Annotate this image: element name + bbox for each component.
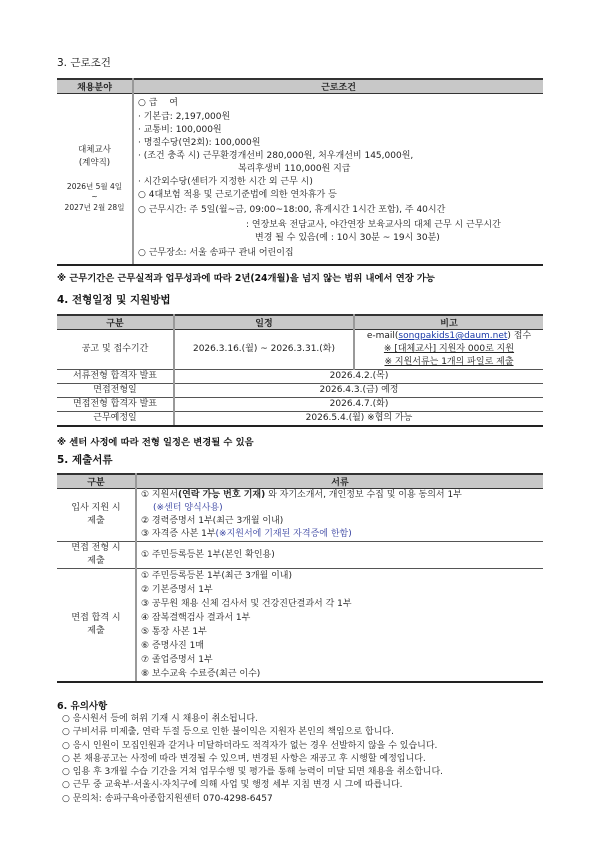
header-category: 구분 bbox=[57, 474, 136, 489]
doc-item: ② 경력증명서 1부(최근 3개월 이내) bbox=[141, 516, 284, 526]
section-3-note: ※ 근무기간은 근무실적과 업무성과에 따라 2년(24개월)을 넘지 않는 범위 내에서 연장 가능 bbox=[57, 273, 435, 284]
pass-label bbox=[57, 569, 136, 683]
row-schedule: 2026.3.16.(월) ~ 2026.3.31.(화) bbox=[174, 330, 354, 370]
insurance: ○ 4대보험 적용 및 근로기준법에 의한 연차휴가 등 bbox=[138, 190, 337, 200]
header-schedule: 일정 bbox=[174, 315, 354, 330]
row-label: 면접전형 합격자 발표 bbox=[57, 398, 174, 412]
row-label: 면접전형일 bbox=[57, 384, 174, 398]
apply-label bbox=[57, 489, 136, 542]
notice-item: ○ 본 채용공고는 사정에 따라 변경될 수 있으며, 변경된 사항은 재공고 후 시행할 예정입니다. bbox=[62, 753, 426, 764]
hours-note: 변경 될 수 있음(예 : 10시 30분 ~ 19시 30분) bbox=[255, 233, 440, 243]
notice-item: ○ 문의처: 송파구육아종합지원센터 070-4298-6457 bbox=[62, 793, 273, 804]
salary-item: · 명절수당(연2회): 100,000원 bbox=[138, 138, 261, 148]
row-label: 공고 및 접수기간 bbox=[57, 330, 174, 370]
doc-text: ① 지원서 bbox=[141, 490, 179, 500]
doc-text: 와 자기소개서, 개인정보 수집 및 이용 동의서 1부 bbox=[265, 490, 462, 500]
notice-item: ○ 응시원서 등에 허위 기재 시 채용이 취소됩니다. bbox=[62, 714, 258, 724]
hours-note: : 연장보육 전담교사, 야간연장 보육교사의 대체 근무 시 근무시간 bbox=[246, 220, 501, 230]
remarks-cell bbox=[354, 330, 543, 370]
conditions-cell bbox=[133, 94, 543, 266]
row-schedule: 2026.4.7.(화) bbox=[174, 398, 543, 412]
doc-text: ③ 자격증 사본 1부 bbox=[141, 529, 216, 539]
header-field: 채용분야 bbox=[57, 79, 133, 94]
header-documents: 서류 bbox=[136, 474, 543, 489]
label-line: 제출 bbox=[87, 516, 105, 526]
header-conditions: 근로조건 bbox=[133, 79, 543, 94]
row-schedule: 2026.4.2.(목) bbox=[174, 370, 543, 384]
contract-type: (계약직) bbox=[78, 158, 111, 168]
doc-item: ③ 공무원 채용 신체 검사서 및 건강진단결과서 각 1부 bbox=[141, 599, 352, 609]
header-remarks: 비고 bbox=[354, 315, 543, 330]
salary-item: · 시간외수당(센터가 지정한 시간 외 근무 시) bbox=[138, 177, 313, 187]
notice-item: ○ 임용 후 3개월 수습 기간을 거쳐 업무수행 및 평가를 통해 능력이 미달 되면 채용을 취소합니다. bbox=[62, 767, 444, 778]
salary-item: · 기본급: 2,197,000원 bbox=[138, 112, 231, 122]
notice-item: ○ 근무 중 교육부·서울시·자치구에 의해 사업 및 행정 세부 지침 변경 시 그에 따릅니다. bbox=[62, 780, 403, 791]
label-line: 면접 전형 시 bbox=[71, 543, 121, 553]
row-schedule: 2026.5.4.(월) ※협의 가능 bbox=[174, 412, 543, 427]
doc-item: ⑤ 통장 사본 1부 bbox=[141, 627, 207, 637]
work-location: ○ 근무장소: 서울 송파구 관내 어린이집 bbox=[138, 248, 294, 258]
header-category: 구분 bbox=[57, 315, 174, 330]
doc-item: ⑧ 보수교육 수료증(최근 이수) bbox=[141, 669, 261, 679]
doc-note: (※지원서에 기재된 자격증에 한함) bbox=[215, 529, 352, 539]
doc-note: (※센터 양식사용) bbox=[153, 503, 223, 513]
salary-heading: ○ 급 여 bbox=[138, 98, 178, 108]
working-hours: ○ 근무시간: 주 5일(월~금, 09:00~18:00, 휴게시간 1시간 포함), 주 40시간 bbox=[138, 205, 446, 215]
email-prefix: e-mail( bbox=[366, 331, 399, 341]
notice-item: ○ 구비서류 미제출, 연락 두절 등으로 인한 불이익은 지원자 본인의 책임으로 합니다. bbox=[62, 727, 394, 738]
doc-item: ⑦ 졸업증명서 1부 bbox=[141, 655, 213, 665]
interview-documents: ① 주민등록등본 1부(본인 확인용) bbox=[136, 542, 543, 569]
section-4-note: ※ 센터 사정에 따라 전형 일정은 변경될 수 있음 bbox=[57, 437, 254, 448]
label-line: 면접 합격 시 bbox=[71, 613, 121, 623]
label-line: 제출 bbox=[87, 626, 105, 636]
notice-item: ○ 응시 인원이 모집인원과 같거나 미달하더라도 적격자가 없는 경우 선발하지 않을 수 있습니다. bbox=[62, 740, 438, 751]
label-line: 제출 bbox=[87, 556, 105, 566]
section-3-title: 3. 근로조건 bbox=[57, 57, 111, 69]
row-schedule: 2026.4.3.(금) 예정 bbox=[174, 384, 543, 398]
doc-emphasis: (연락 가능 번호 기재) bbox=[178, 490, 266, 500]
salary-item: · 교통비: 100,000원 bbox=[138, 125, 222, 135]
section-6-title: 6. 유의사항 bbox=[57, 701, 108, 712]
remark: ※ 지원서류는 1개의 파일로 제출 bbox=[384, 357, 514, 367]
position: 대체교사 bbox=[78, 145, 111, 155]
period-separator: ~ bbox=[91, 192, 98, 201]
doc-item: ④ 잠복결핵검사 결과서 1부 bbox=[141, 613, 251, 623]
doc-item: ① 주민등록등본 1부(최근 3개월 이내) bbox=[141, 571, 293, 581]
email-suffix: ) 접수 bbox=[507, 331, 532, 341]
period-start: 2026년 5월 4일 bbox=[66, 182, 123, 191]
label-line: 입사 지원 시 bbox=[71, 503, 121, 513]
period-end: 2027년 2월 28일 bbox=[64, 203, 125, 212]
working-conditions-table bbox=[57, 78, 543, 266]
doc-item: ② 기본증명서 1부 bbox=[141, 585, 213, 595]
position-cell bbox=[57, 94, 133, 266]
section-5-title: 5. 제출서류 bbox=[57, 454, 113, 466]
schedule-table bbox=[57, 314, 543, 427]
apply-documents bbox=[136, 489, 543, 542]
remark: ※ [대체교사] 지원자 000로 지원 bbox=[383, 344, 515, 354]
section-4-title: 4. 전형일정 및 지원방법 bbox=[57, 294, 171, 306]
row-label: 서류전형 합격자 발표 bbox=[57, 370, 174, 384]
row-label: 근무예정일 bbox=[57, 412, 174, 427]
salary-item: 복리후생비 110,000원 지급 bbox=[238, 164, 351, 174]
interview-label bbox=[57, 542, 136, 569]
pass-documents bbox=[136, 569, 543, 683]
salary-item: · (조건 충족 시) 근무환경개선비 280,000원, 처우개선비 145,000원, bbox=[138, 151, 414, 161]
notice-list bbox=[62, 713, 443, 806]
doc-item: ⑥ 증명사진 1매 bbox=[141, 641, 204, 651]
email-link[interactable]: songpakids1@daum.net bbox=[398, 331, 508, 341]
documents-table bbox=[57, 473, 543, 683]
